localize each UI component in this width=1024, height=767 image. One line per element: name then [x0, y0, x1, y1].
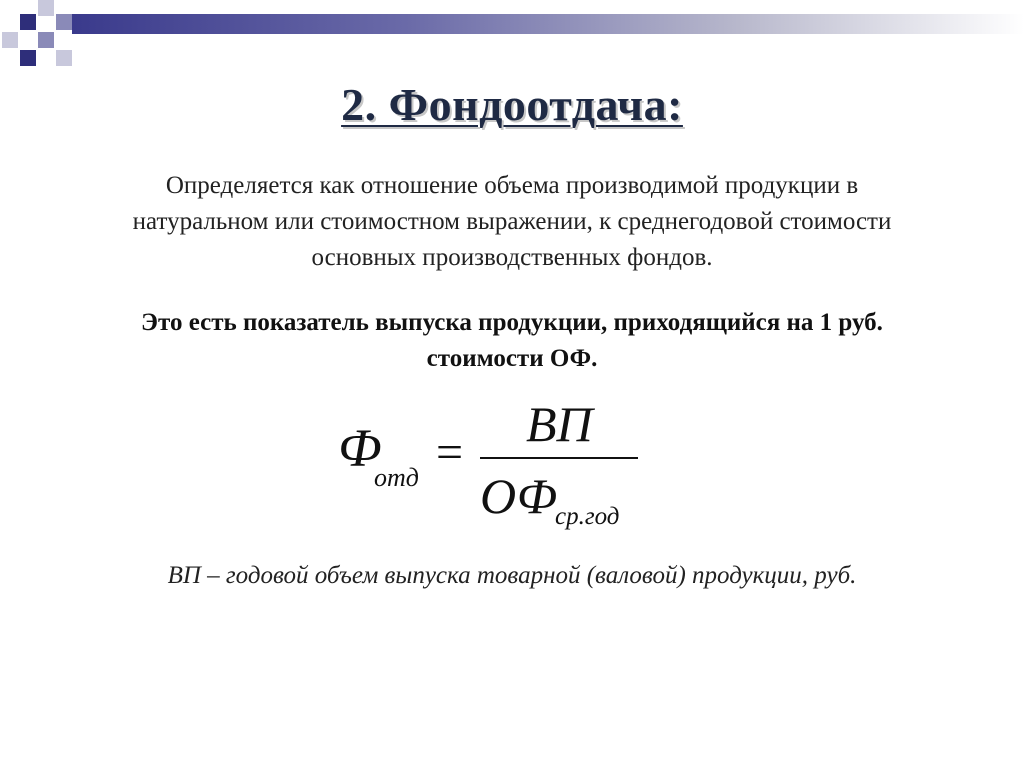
formula-note: ВП – годовой объем выпуска товарной (валовой) продукции, руб.	[167, 562, 857, 589]
formula-numerator: ВП	[526, 396, 593, 452]
slide-title: 2. Фондоотдача:	[341, 79, 683, 130]
decor-square-icon	[20, 50, 36, 66]
decor-square-icon	[56, 50, 72, 66]
emphasis-line: Это есть показатель выпуска продукции, приходящийся на 1 руб.	[141, 309, 883, 336]
definition-line: Определяется как отношение объема производимой продукции в	[165, 172, 859, 199]
definition-text	[40, 168, 984, 276]
decor-square-icon	[38, 0, 54, 16]
decor-square-icon	[38, 32, 54, 48]
decor-square-icon	[2, 32, 18, 48]
header-gradient-bar	[72, 14, 1024, 34]
formula-denominator-subscript: ср.год	[555, 503, 620, 530]
formula-equals: =	[436, 426, 464, 479]
decor-square-icon	[56, 14, 72, 30]
formula	[330, 395, 670, 535]
definition-line: основных производственных фондов.	[311, 244, 713, 271]
decor-square-icon	[20, 14, 36, 30]
formula-denominator: ОФ	[480, 468, 557, 524]
emphasis-text	[40, 305, 984, 377]
definition-line: натуральном или стоимостном выражении, к среднегодовой стоимости	[132, 208, 892, 235]
formula-lhs: Ф	[338, 418, 382, 478]
emphasis-line: стоимости ОФ.	[426, 345, 598, 372]
fraction-bar	[480, 457, 638, 459]
formula-lhs-subscript: отд	[374, 463, 419, 492]
